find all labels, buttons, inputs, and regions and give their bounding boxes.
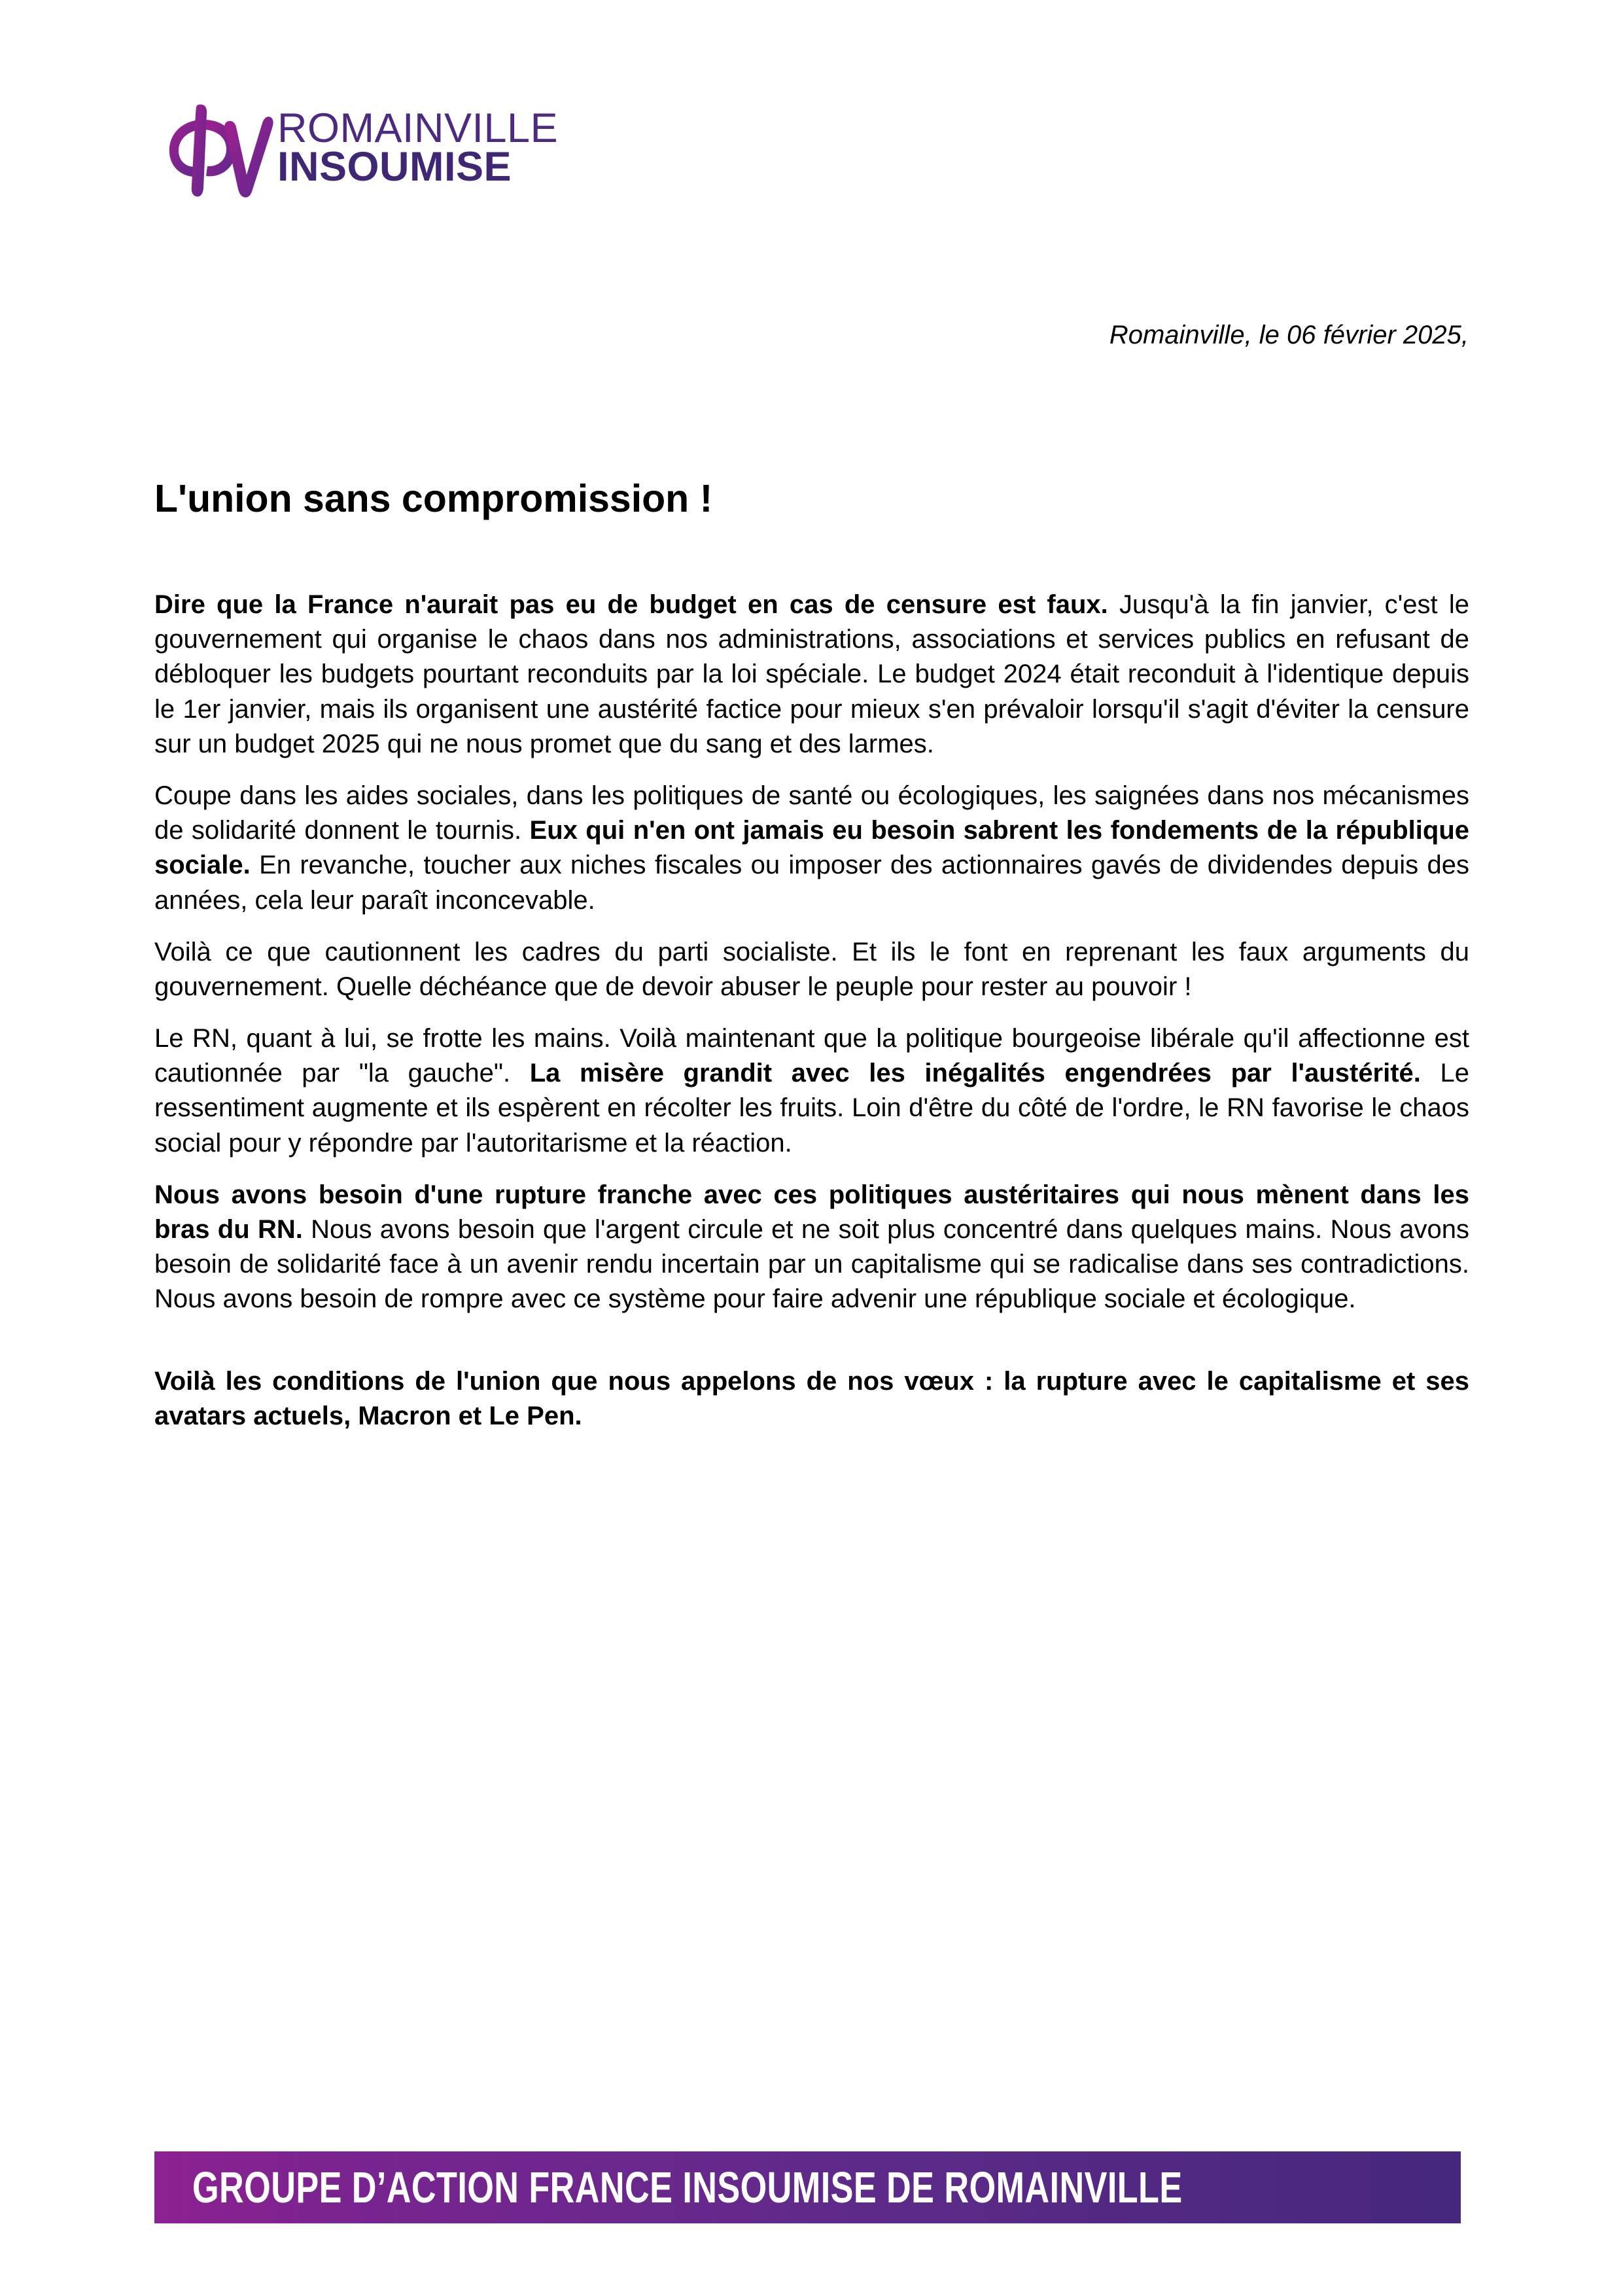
body-paragraph [154, 1178, 1469, 1317]
body-paragraph [154, 1364, 1469, 1434]
text-run: Le RN, quant à lui, se frotte les mains. Voilà maintenant que la politique bourgeoise libérale qu'il affectionne est cautionnée par "la gauche". [154, 1024, 1469, 1088]
text-run: Coupe dans les aides sociales, dans les politiques de santé ou écologiques, les saignées dans nos mécanismes de solidarité donnent le tournis. [154, 781, 1469, 845]
page-title: L'union sans compromission ! [154, 476, 713, 520]
letter-body [154, 588, 1469, 1451]
emphasis-run: Eux qui n'en ont jamais eu besoin sabrent les fondements de la république sociale. [154, 816, 1470, 880]
footer-banner-text: GROUPE D’ACTION FRANCE INSOUMISE DE ROMAINVILLE [192, 2163, 1183, 2212]
organization-logo [159, 98, 558, 198]
emphasis-run: La misère grandit avec les inégalités engendrées par l'austérité. [529, 1059, 1421, 1088]
emphasis-run: Voilà les conditions de l'union que nous appelons de nos vœux : la rupture avec le capitalisme et ses avatars actuels, Macron et Le Pen. [154, 1366, 1469, 1430]
logo-wordmark [277, 105, 559, 190]
emphasis-run: Dire que la France n'aurait pas eu de budget en cas de censure est faux. [154, 590, 1108, 619]
text-run: Nous avons besoin que l'argent circule et ne soit plus concentré dans quelques mains. Nous avons besoin de solidarité face à un avenir rendu incertain par un capitalisme qui se radicalise dans ses contradictions. Nous avons besoin de rompre avec ce système pour faire advenir une république sociale et écologique. [154, 1215, 1469, 1314]
body-paragraph [154, 588, 1469, 762]
footer-banner [154, 2151, 1461, 2223]
text-run: Voilà ce que cautionnent les cadres du parti socialiste. Et ils le font en reprenant les faux arguments du gouvernement. Quelle déchéance que de devoir abuser le peuple pour rester au pouvoir ! [154, 937, 1469, 1001]
logo-wordmark-line-2: INSOUMISE [277, 144, 512, 190]
text-run: En revanche, toucher aux niches fiscales ou imposer des actionnaires gavés de dividendes depuis des années, cela leur paraît inconcevable. [154, 851, 1469, 915]
dateline: Romainville, le 06 février 2025, [1109, 321, 1469, 349]
body-paragraph [154, 1021, 1469, 1161]
body-paragraph [154, 935, 1469, 1004]
body-paragraph [154, 779, 1469, 918]
emphasis-run: Nous avons besoin d'une rupture franche avec ces politiques austéritaires qui nous mènent dans les bras du RN. [154, 1180, 1469, 1244]
logo-wordmark-line-1: ROMAINVILLE [277, 105, 559, 151]
text-run: Le ressentiment augmente et ils espèrent en récolter les fruits. Loin d'être du côté de l'ordre, le RN favorise le chaos social pour y répondre par l'autoritarisme et la réaction. [154, 1059, 1469, 1157]
text-run: Jusqu'à la fin janvier, c'est le gouvernement qui organise le chaos dans nos administrations, associations et services publics en refusant de débloquer les budgets pourtant reconduits par la loi spéciale. Le budget 2024 était reconduit à l'identique depuis le 1er janvier, mais ils organisent une austérité factice pour mieux s'en prévaloir lorsqu'il s'agit d'éviter la censure sur un budget 2025 qui ne nous promet que du sang et des larmes. [154, 590, 1470, 758]
phi-v-brush-icon [159, 98, 273, 198]
